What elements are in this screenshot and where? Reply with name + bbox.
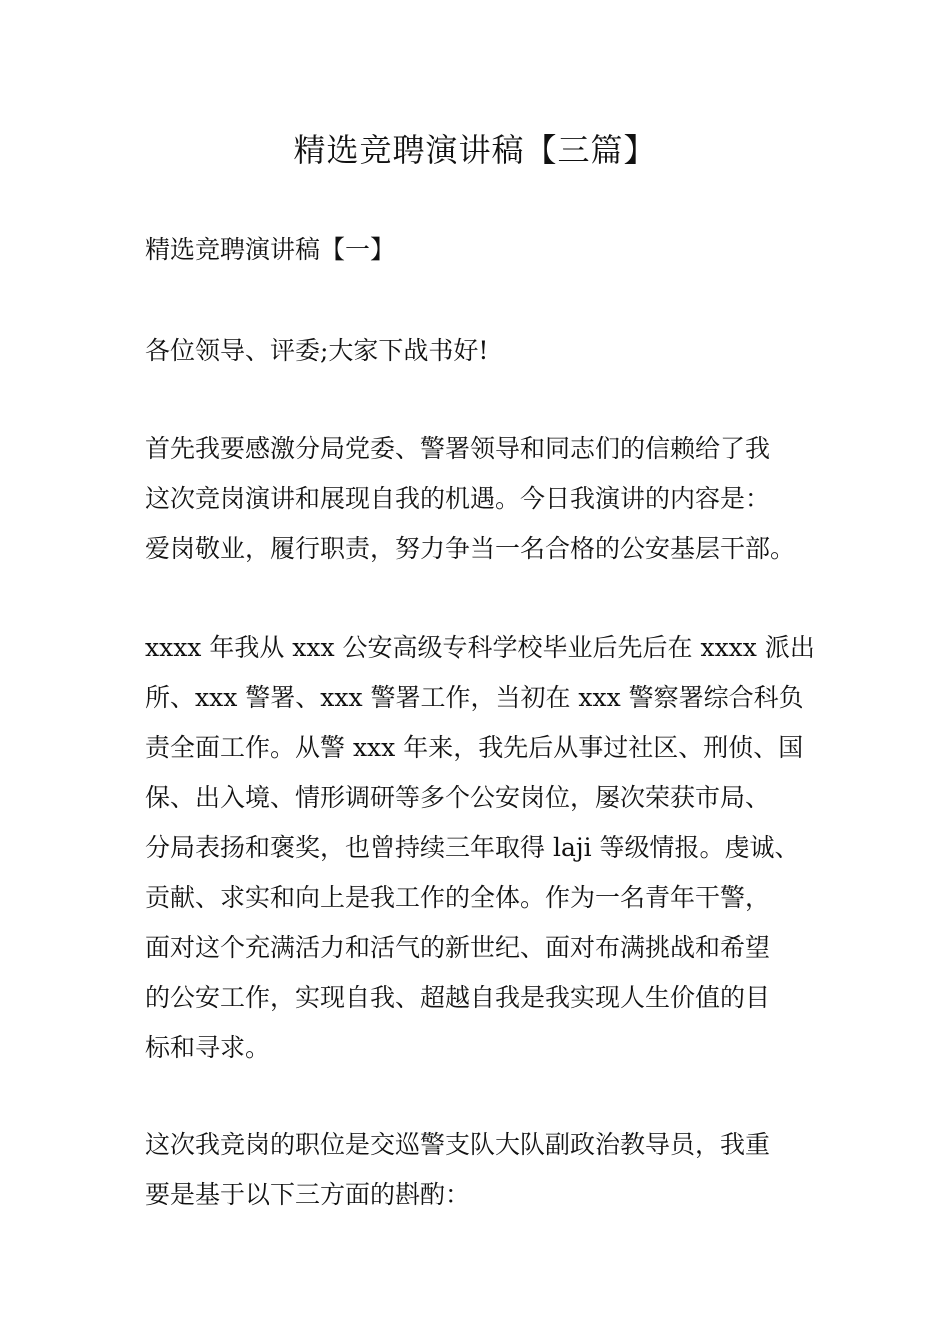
paragraph-line: 标和寻求。 — [145, 1033, 271, 1062]
paragraph-line: 责全面工作。从警 xxx 年来，我先后从事过社区、刑侦、国 — [145, 733, 804, 762]
paragraph-line: 的公安工作，实现自我、超越自我是我实现人生价值的目 — [145, 983, 771, 1012]
paragraph-line: 面对这个充满活力和活气的新世纪、面对布满挑战和希望 — [145, 933, 771, 962]
paragraph-line: 分局表扬和褒奖，也曾持续三年取得 laji 等级情报。虔诚、 — [145, 833, 800, 862]
paragraph-line: 要是基于以下三方面的斟酌： — [145, 1180, 471, 1209]
paragraph-line: 首先我要感激分局党委、警署领导和同志们的信赖给了我 — [145, 434, 771, 463]
paragraph-line: 所、xxx 警署、xxx 警署工作，当初在 xxx 警察署综合科负 — [145, 683, 804, 712]
document-title: 精选竞聘演讲稿【三篇】 — [293, 131, 657, 169]
paragraph-line: xxxx 年我从 xxx 公安高级专科学校毕业后先后在 xxxx 派出 — [145, 633, 815, 662]
paragraph-line: 保、出入境、情形调研等多个公安岗位，屡次荣获市局、 — [145, 783, 771, 812]
paragraph-line: 这次我竞岗的职位是交巡警支队大队副政治教导员，我重 — [145, 1130, 771, 1159]
paragraph-line: 这次竞岗演讲和展现自我的机遇。今日我演讲的内容是： — [145, 484, 771, 513]
paragraph-line: 爱岗敬业，履行职责，努力争当一名合格的公安基层干部。 — [145, 534, 796, 563]
greeting-line: 各位领导、评委;大家下战书好! — [145, 336, 489, 365]
section-heading: 精选竞聘演讲稿【一】 — [145, 235, 396, 264]
paragraph-line: 贡献、求实和向上是我工作的全体。作为一名青年干警， — [145, 883, 771, 912]
